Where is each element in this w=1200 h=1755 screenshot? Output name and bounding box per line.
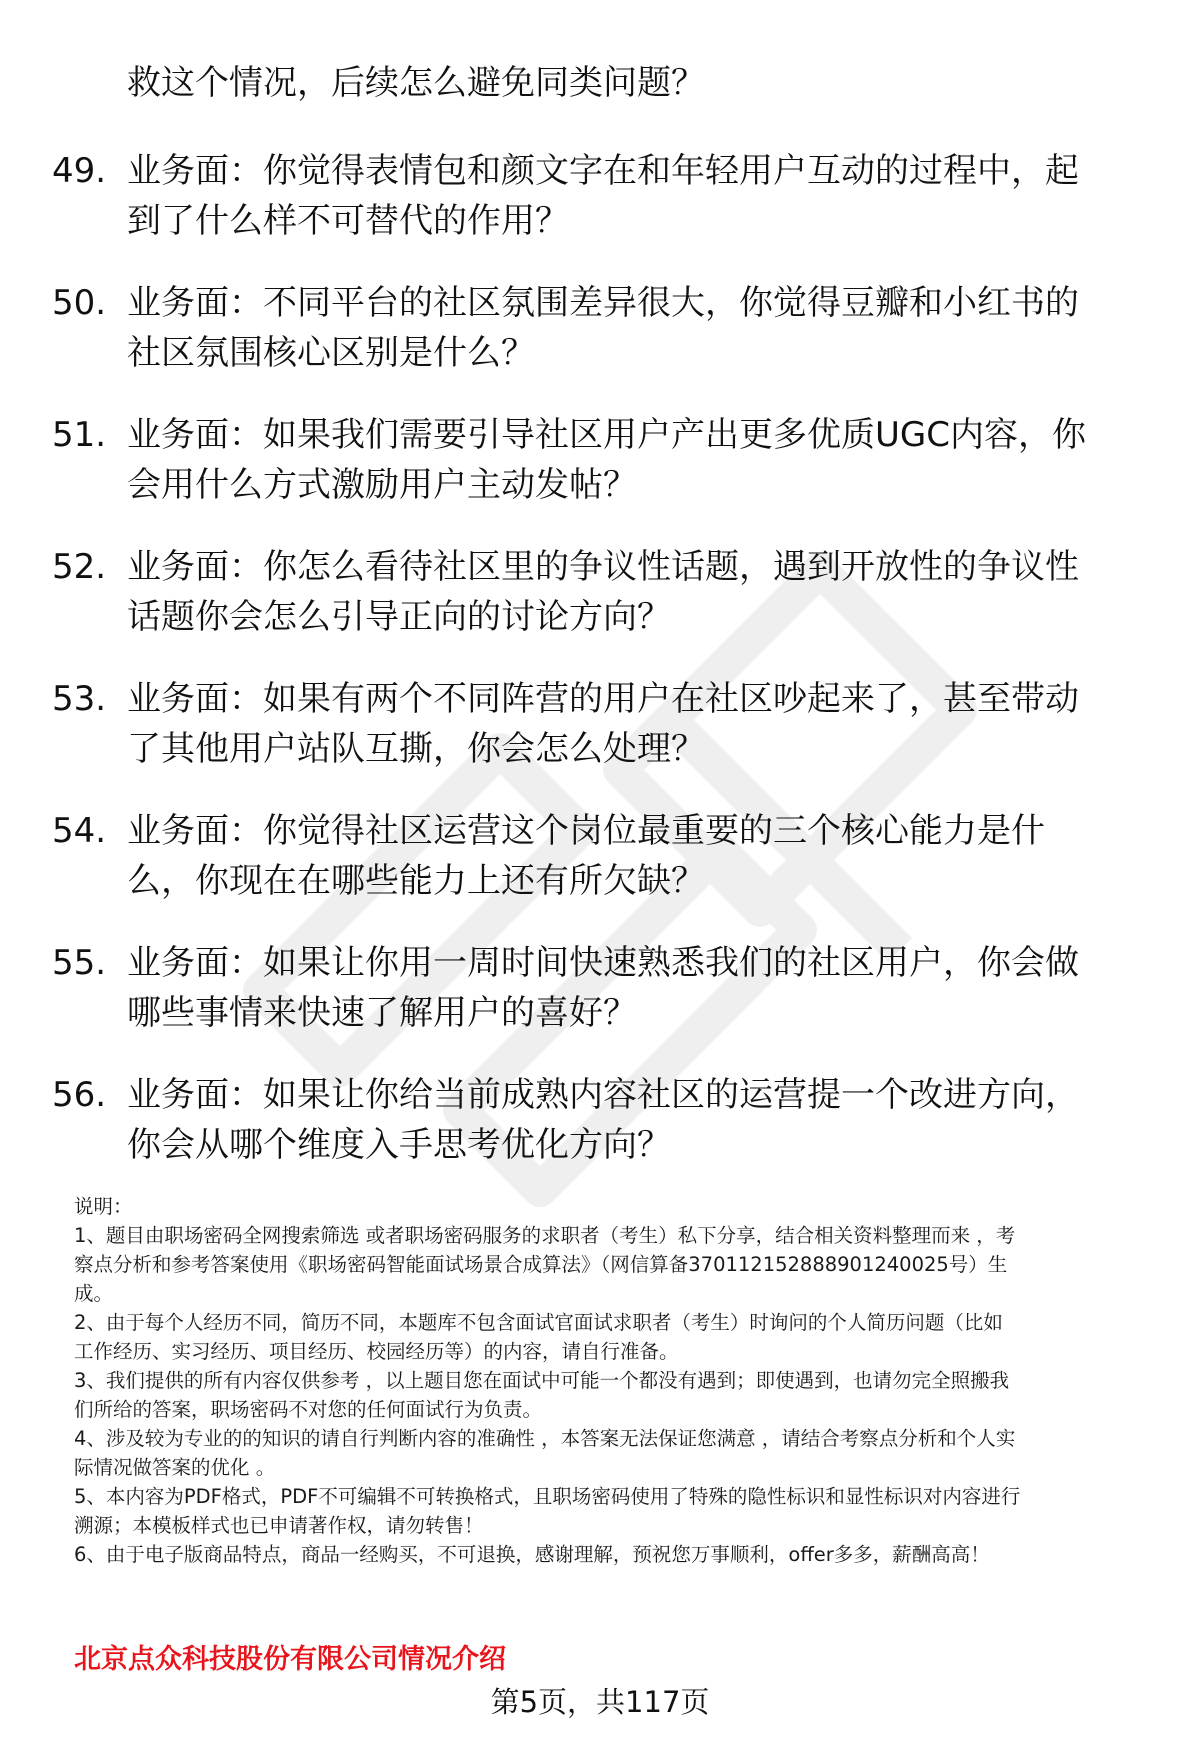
question-text-line: 么，你现在在哪些能力上还有所欠缺？: [127, 861, 705, 901]
question-text-line: 你会从哪个维度入手思考优化方向？: [127, 1125, 671, 1165]
notes-line: 成。: [74, 1282, 114, 1305]
question-item: [0, 938, 1200, 1070]
notes-line: 5、本内容为PDF格式，PDF不可编辑不可转换格式，且职场密码使用了特殊的隐性标识和显性标识对内容进行: [74, 1485, 1021, 1508]
question-text-line: 业务面：如果我们需要引导社区用户产出更多优质UGC内容，你: [127, 415, 1086, 455]
question-item: [0, 146, 1200, 278]
question-text-line: 业务面：你觉得社区运营这个岗位最重要的三个核心能力是什: [127, 811, 1045, 851]
question-text-line: 业务面：如果让你给当前成熟内容社区的运营提一个改进方向，: [127, 1075, 1079, 1115]
question-text-line: 社区氛围核心区别是什么？: [127, 333, 535, 373]
question-number: 52.: [52, 547, 107, 587]
question-item: [0, 1070, 1200, 1202]
question-number: 55.: [52, 943, 107, 983]
notes-line: 6、由于电子版商品特点，商品一经购买，不可退换，感谢理解，预祝您万事顺利，offer多多，薪酬高高！: [74, 1543, 990, 1566]
question-text-line: 会用什么方式激励用户主动发帖？: [127, 465, 637, 505]
notes-section: [74, 1192, 1164, 1569]
company-heading: 北京点众科技股份有限公司情况介绍: [74, 1644, 506, 1675]
question-text-line: 到了什么样不可替代的作用？: [127, 201, 569, 241]
notes-line: 4、涉及较为专业的的知识的请自行判断内容的准确性 ，本答案无法保证您满意 ，请结合考察点分析和个人实: [74, 1427, 1016, 1450]
question-text-line: 业务面：如果让你用一周时间快速熟悉我们的社区用户，你会做: [127, 943, 1079, 983]
notes-line: 1、题目由职场密码全网搜索筛选 或者职场密码服务的求职者（考生）私下分享，结合相关资料整理而来 ，考: [74, 1224, 1016, 1247]
question-item: [0, 542, 1200, 674]
question-item: [0, 806, 1200, 938]
page-number: 第5页，共117页: [490, 1685, 710, 1719]
question-item: [0, 410, 1200, 542]
notes-line: 们所给的答案，职场密码不对您的任何面试行为负责。: [74, 1398, 543, 1421]
question-text-line: 话题你会怎么引导正向的讨论方向？: [127, 597, 671, 637]
question-number: 53.: [52, 679, 107, 719]
question-number: 50.: [52, 283, 107, 323]
question-continuation: 救这个情况，后续怎么避免同类问题？: [127, 63, 705, 103]
notes-line: 溯源；本模板样式也已申请著作权，请勿转售！: [74, 1514, 484, 1537]
question-number: 49.: [52, 151, 107, 191]
question-list: [0, 146, 1200, 1202]
question-number: 54.: [52, 811, 107, 851]
question-text-line: 业务面：如果有两个不同阵营的用户在社区吵起来了，甚至带动: [127, 679, 1079, 719]
notes-line: 工作经历、实习经历、项目经历、校园经历等）的内容，请自行准备。: [74, 1340, 679, 1363]
notes-line: 3、我们提供的所有内容仅供参考 ，以上题目您在面试中可能一个都没有遇到；即使遇到，也请勿完全照搬我: [74, 1369, 1010, 1392]
question-number: 56.: [52, 1075, 107, 1115]
question-text-line: 了其他用户站队互撕，你会怎么处理？: [127, 729, 705, 769]
question-text-line: 哪些事情来快速了解用户的喜好？: [127, 993, 637, 1033]
notes-line: 察点分析和参考答案使用《职场密码智能面试场景合成算法》（网信算备370112152888901240025号）生: [74, 1253, 1008, 1276]
question-item: [0, 278, 1200, 410]
question-number: 51.: [52, 415, 107, 455]
question-item: [0, 674, 1200, 806]
notes-line: 际情况做答案的优化 。: [74, 1456, 276, 1479]
question-text-line: 业务面：不同平台的社区氛围差异很大，你觉得豆瓣和小红书的: [127, 283, 1079, 323]
notes-line: 2、由于每个人经历不同，简历不同，本题库不包含面试官面试求职者（考生）时询问的个人简历问题（比如: [74, 1311, 1003, 1334]
question-text-line: 业务面：你觉得表情包和颜文字在和年轻用户互动的过程中，起: [127, 151, 1079, 191]
notes-heading: 说明：: [74, 1195, 133, 1218]
question-text-line: 业务面：你怎么看待社区里的争议性话题，遇到开放性的争议性: [127, 547, 1079, 587]
